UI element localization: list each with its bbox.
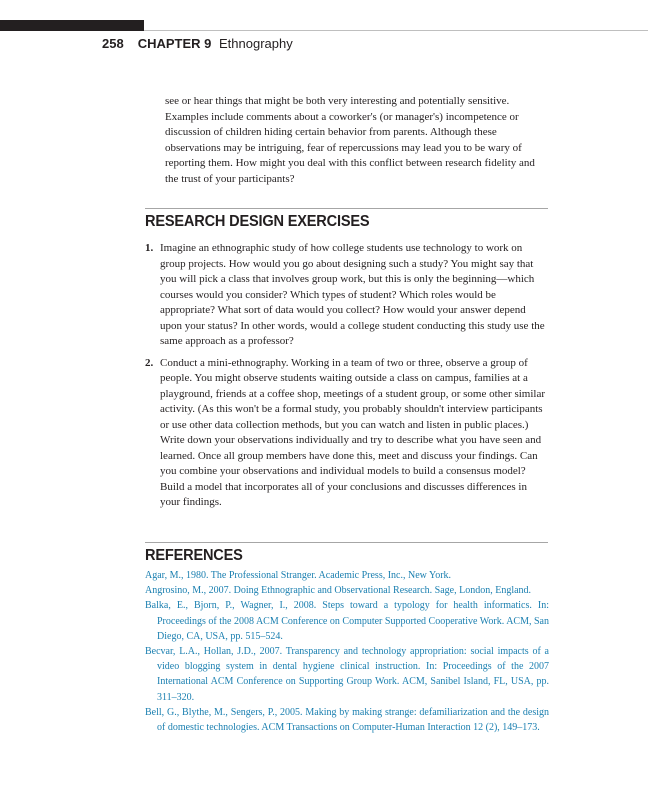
exercise-item <box>145 241 549 350</box>
continued-paragraph: see or hear things that might be both very interesting and potentially sensitive. Examples include comments about a coworker's (or manager's) incompetence or discussion of children hiding certain behavior from parents. Although these observations may be intriguing, fear of repercussions may lead you to be wary of reporting them. How might you deal with this conflict between research fidelity and the trust of your participants? <box>165 95 535 185</box>
section-divider <box>145 208 548 209</box>
exercise-number: 2. <box>145 356 154 369</box>
reference-item[interactable]: Balka, E., Bjorn, P., Wagner, I., 2008. Steps toward a typology for health informatics. In: Proceedings of the 2008 ACM Conference on Computer Supported Cooperative Work. ACM, San Diego, CA, USA, pp. 515–524. <box>145 600 549 642</box>
chapter-title: Ethnography <box>219 36 293 51</box>
exercises-list <box>145 241 549 517</box>
reference-item[interactable]: Becvar, L.A., Hollan, J.D., 2007. Transparency and technology appropriation: social impacts of a video blogging system in dental hygiene clinical instruction. In: Proceedings of the 2007 International ACM Conference on Supporting Group Work. ACM, Sanibel Island, FL, USA, pp. 311–320. <box>145 646 549 703</box>
section-divider <box>145 542 548 543</box>
running-head <box>102 36 293 52</box>
references-heading: REFERENCES <box>145 547 243 564</box>
page-number: 258 <box>102 36 124 51</box>
reference-item[interactable]: Bell, G., Blythe, M., Sengers, P., 2005. Making by making strange: defamiliarization and the design of domestic technologies. ACM Transactions on Computer-Human Interaction 12 (2), 149–173. <box>145 706 549 734</box>
continued-paragraph-block <box>165 94 545 187</box>
exercise-number: 1. <box>145 242 154 254</box>
exercises-heading: RESEARCH DESIGN EXERCISES <box>145 213 370 230</box>
references-list <box>145 568 549 735</box>
chapter-label: CHAPTER 9 <box>137 36 212 51</box>
exercise-item <box>145 356 549 511</box>
reference-item[interactable]: Angrosino, M., 2007. Doing Ethnographic and Observational Research. Sage, London, England. <box>145 585 532 597</box>
exercise-text: Conduct a mini-ethnography. Working in a team of two or three, observe a group of people. You might observe students waiting outside a class on campus, families at a playground, friends at a coffee shop, meetings of a student group, or some other similar activity. (As this won't be a formal study, you probably shouldn't interview participants or use other data collection methods, but you can watch and listen in public places.) Write down your observations individually and try to describe what you have seen and learned. Once all group members have done this, meet and discuss your findings. Can you combine your observations and individual models to build a consensus model? Build a model that incorporates all of your conclusions and discusses differences in your findings. <box>160 356 546 508</box>
header-bar <box>0 20 144 31</box>
reference-item[interactable]: Agar, M., 1980. The Professional Stranger. Academic Press, Inc., New York. <box>145 570 452 581</box>
exercise-text: Imagine an ethnographic study of how college students use technology to work on group projects. How would you go about designing such a study? You might say that you will pick a class that involves group work, but this is only the beginning—which courses would you consider? Which types of student? Which roles would be appropriate? What sort of data would you collect? How would your answer depend upon your status? In other words, would a college student conducting this study use the same approach as a professor? <box>160 242 545 347</box>
header-rule <box>144 30 648 31</box>
